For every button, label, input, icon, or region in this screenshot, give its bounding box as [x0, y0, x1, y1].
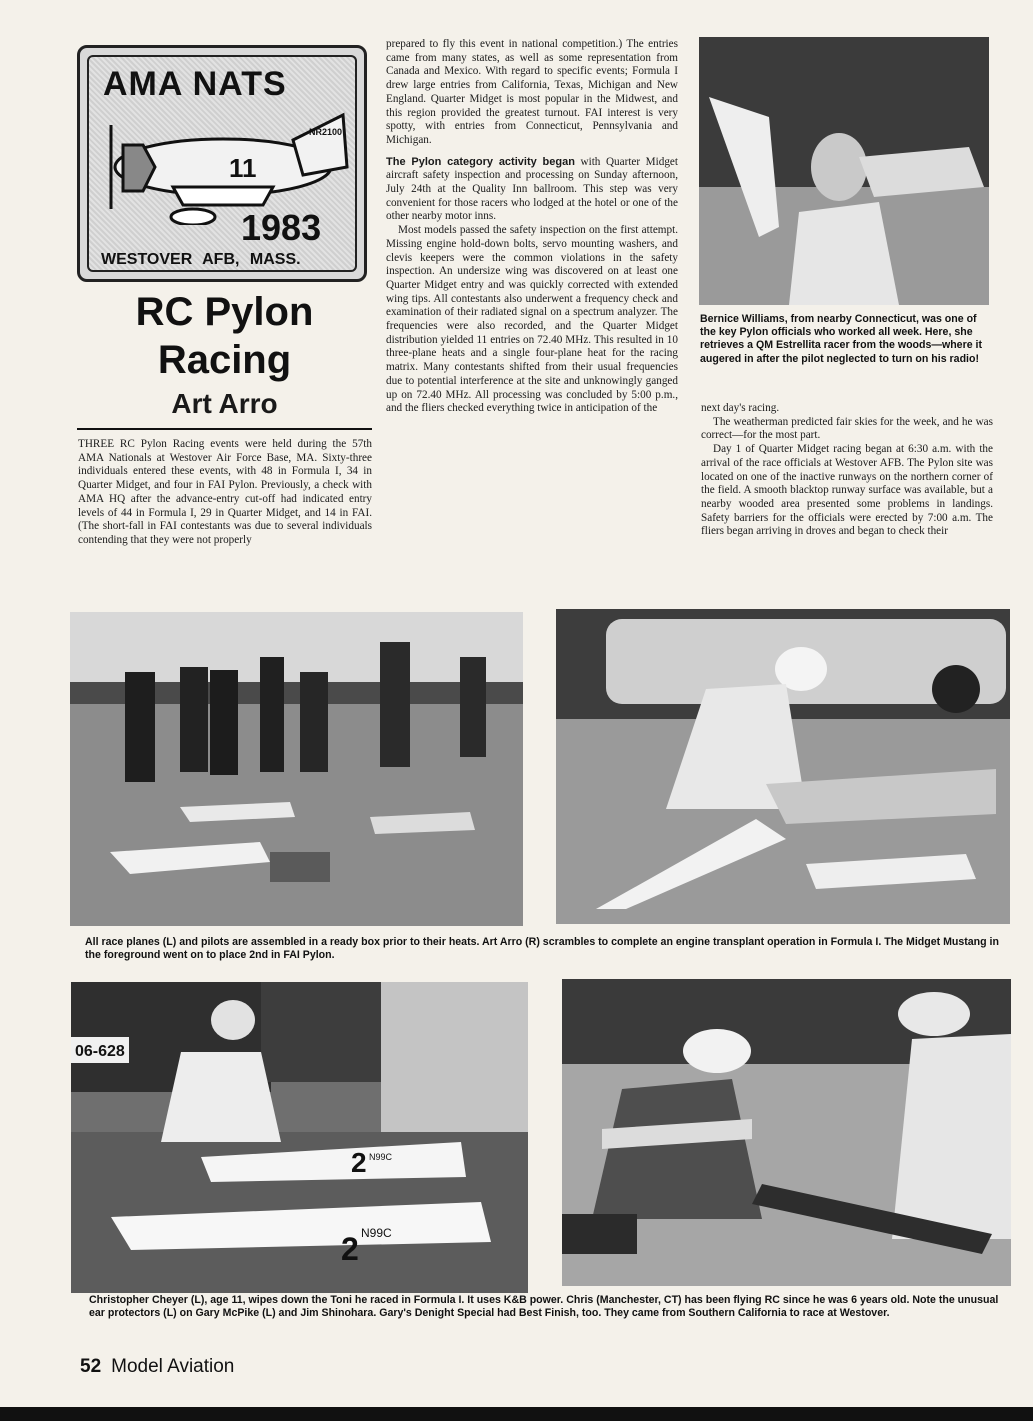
column-3 — [701, 402, 993, 539]
col2-lead-in: The Pylon category activity began — [386, 155, 575, 168]
column-1 — [78, 438, 372, 548]
logo-badge — [87, 55, 357, 272]
photo-christopher-cheyer — [71, 982, 528, 1293]
title-line-2: Racing — [157, 338, 292, 382]
caption-middle-photos: All race planes (L) and pilots are assembled in a ready box prior to their heats. Art Arro (R) scrambles to complete an engine transplant operation in Formula I. The Midget Mustang in the foreground went on to place 2nd in FAI Pylon. — [85, 936, 999, 962]
logo-title: AMA NATS — [103, 65, 287, 103]
photo-ready-box — [70, 612, 523, 926]
registration-lower: N99C — [361, 1226, 392, 1240]
col2-paragraph-3: Most models passed the safety inspection on the first attempt. Missing engine hold-down bolts, servo mounting washers, and clevis keepers were the common violations in the safety inspection. An undersize wing was discovered on at least one Quarter Midget entry and was quickly corrected with extended wing tips. All contestants also underwent a frequency check and examination of their radiated signal on a spectrum analyzer. The frequencies were also recorded, and the Quarter Midget distribution yielded 11 entries on 72.40 MHz. This resulted in 10 three-plane heats and a single four-plane heat for the racing matrix. Many contestants shifted from their usual frequencies due to potential interference at the site and unknowingly ganged up on 72.40 MHz. All processing was concluded by 5:00 p.m., and the fliers checked everything twice in anticipation of the — [386, 224, 678, 415]
registration-upper: N99C — [369, 1152, 393, 1162]
col2-paragraph-2 — [386, 156, 678, 225]
author-byline: Art Arro — [171, 388, 278, 419]
logo-plane-tail: NR2100 — [309, 127, 343, 137]
headline-rule — [77, 428, 372, 430]
race-number-upper: 2 — [351, 1147, 367, 1178]
scan-edge — [0, 1407, 1033, 1421]
photo-art-arro-engine — [556, 609, 1010, 924]
caption-bottom-photos: Christopher Cheyer (L), age 11, wipes down the Toni he raced in Formula I. It uses K&B power. Chris (Manchester, CT) has been flying RC since he was 6 years old. Note the unusual ear protectors (L) on Gary McPike (L) and Jim Shinohara. Gary's Denight Special had Best Finish, too. They came from Southern California to race at Westover. — [89, 1294, 999, 1320]
ama-nats-logo — [77, 45, 367, 282]
race-number-lower: 2 — [341, 1231, 359, 1267]
article-headline — [77, 288, 372, 422]
title-line-1: RC Pylon — [135, 290, 314, 334]
column-2 — [386, 38, 678, 416]
license-plate: 06-628 — [75, 1043, 125, 1060]
caption-bernice-williams: Bernice Williams, from nearby Connecticut, was one of the key Pylon officials who worked all week. Here, she retrieves a QM Estrellita racer from the woods—where it augered in after the pilot neglected to turn on his radio! — [700, 313, 983, 365]
col3-paragraph-1: next day's racing. — [701, 402, 780, 414]
col3-paragraph-2: The weatherman predicted fair skies for the week, and he was correct—for the most part. — [701, 415, 993, 442]
page-number: 52 — [80, 1356, 102, 1377]
col2-paragraph-2-body: with Quarter Midget aircraft safety inspection and processing on Sunday afternoon, July 24th at the Quality Inn ballroom. This step was very convenient for those racers who lodged at the hotel or one of the other nearby motor inns. — [386, 155, 679, 223]
logo-year: 1983 — [241, 207, 322, 248]
col3-paragraph-3: Day 1 of Quarter Midget racing began at 6:30 a.m. with the arrival of the race officials at Westover AFB. The Pylon site was located on one of the inactive runways on the northern corner of the field. A smooth blacktop runway surface was available, but a nearby wooded area presented some problems in landings. Safety barriers for the officials were erected by 7:00 a.m. The fliers began arriving in droves and began to check their — [701, 443, 993, 538]
page-folio — [80, 1356, 234, 1378]
logo-plane-number: 11 — [229, 153, 257, 183]
logo-location: WESTOVER AFB, MASS. — [101, 251, 301, 268]
photo-bernice-williams — [699, 37, 989, 305]
col2-paragraph-1: prepared to fly this event in national competition.) The entries came from many states, as well as some representation from Canada and Mexico. With regard to specific events; Formula I drew large entries from California, Texas, Michigan and New England. Quarter Midget is most popular in the Midwest, and this region provided the greatest turnout. FAI interest is very spotty, with entries from Connecticut, Pennsylvania and Michigan. — [386, 38, 678, 146]
magazine-name: Model Aviation — [111, 1356, 235, 1377]
photo-mcpike-shinohara — [562, 979, 1011, 1286]
col1-paragraph-1: THREE RC Pylon Racing events were held during the 57th AMA Nationals at Westover Air Force Base, MA. Sixty-three individuals entered these events, with 48 in Formula I, 34 in Quarter Midget, and four in FAI Pylon. Previously, a check with AMA HQ after the advance-entry cut-off had indicated entry levels of 44 in Formula I, 29 in Quarter Midget, and 14 in FAI. (The short-fall in FAI contestants was due to several individuals contending that they were not properly — [78, 438, 372, 546]
